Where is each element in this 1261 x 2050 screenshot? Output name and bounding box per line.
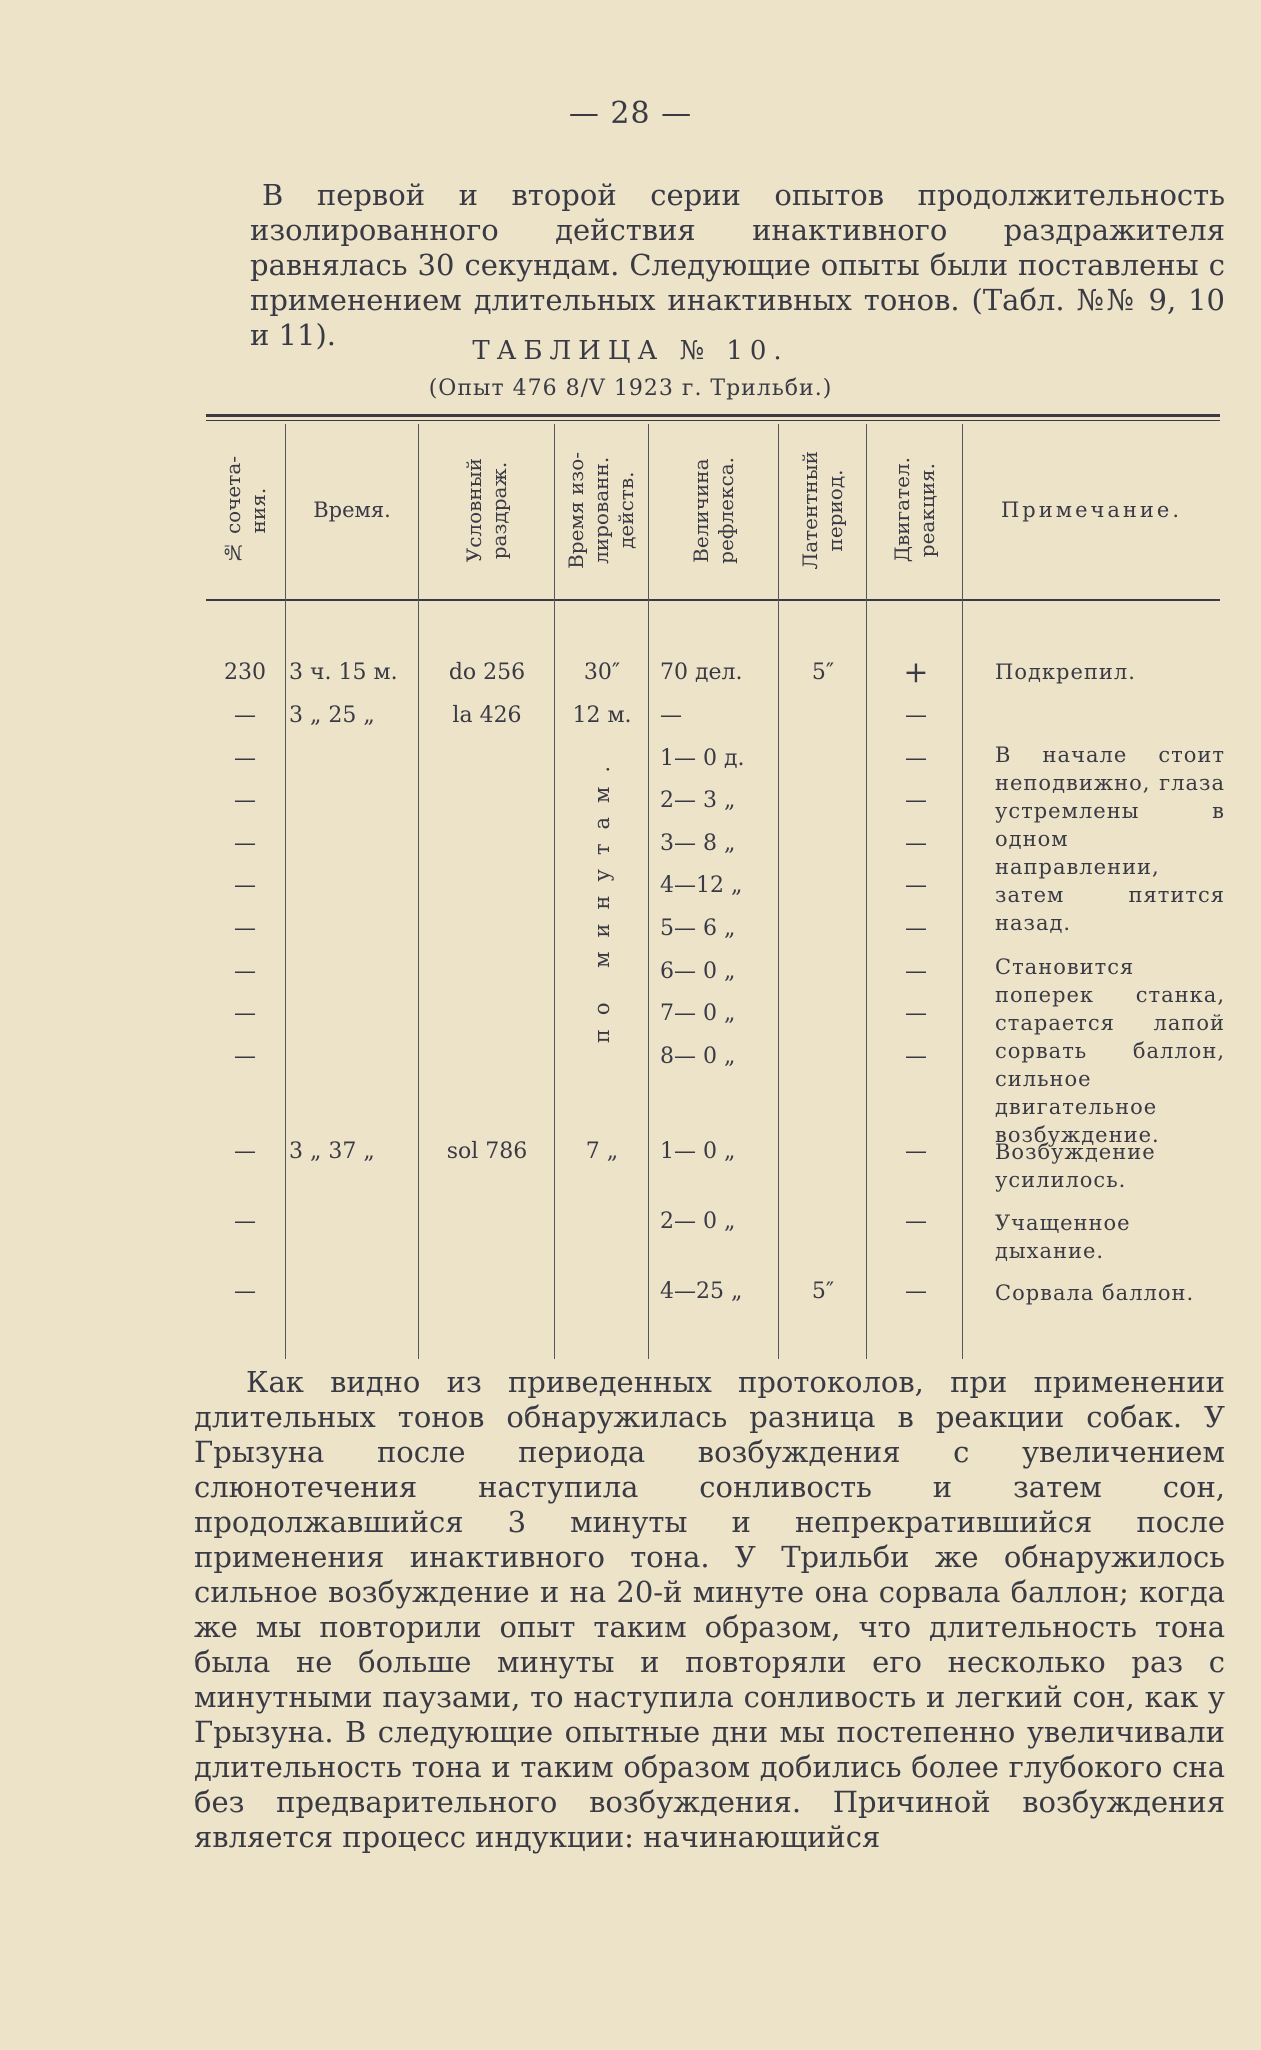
cell-motor: —	[905, 959, 927, 984]
cell-stimulus: la 426	[452, 703, 522, 728]
cell-num: —	[234, 1279, 256, 1304]
cell-num: —	[234, 1001, 256, 1026]
cell-num: —	[234, 831, 256, 856]
cell-motor: —	[905, 1139, 927, 1164]
cell-isolated: 7 „	[585, 1139, 619, 1164]
cell-magnitude: 70 дел.	[660, 660, 743, 685]
cell-stimulus: do 256	[448, 660, 526, 685]
cell-num: —	[234, 873, 256, 898]
cell-num: —	[234, 1044, 256, 1069]
cell-num: 230	[224, 660, 266, 685]
cell-motor: —	[905, 1279, 927, 1304]
cell-motor: —	[905, 746, 927, 771]
header-isolated-time: Время изо- лированн. действ.	[564, 451, 638, 569]
header-stimulus: Условный раздраж.	[461, 457, 511, 563]
cell-motor: —	[905, 703, 927, 728]
intro-paragraph: В первой и второй серии опытов продолжительность изолированного действия инактивного раздражителя равнялась 30 секундам. Следующие опыты были поставлены с применением длительных инактивных тонов. (Табл. №№ 9, 10 и 11).	[250, 178, 1225, 352]
cell-latent: 5″	[811, 660, 835, 685]
header-magnitude: Величина рефлекса.	[688, 456, 738, 564]
note-breathing: Учащенное дыхание.	[995, 1211, 1131, 1263]
cell-motor: —	[905, 1044, 927, 1069]
cell-magnitude: 2— 3 „	[660, 788, 736, 813]
table-title: ТАБЛИЦА № 10.	[472, 336, 789, 366]
cell-num: —	[234, 916, 256, 941]
header-time: Время.	[313, 498, 391, 522]
header-motor: Двигател. реакция.	[889, 457, 939, 563]
cell-motor: —	[905, 831, 927, 856]
cell-isolated: 12 м.	[572, 703, 632, 728]
cell-num: —	[234, 788, 256, 813]
header-num: № сочета- ния.	[220, 455, 270, 565]
note-stands-still: В начале стоит неподвижно, глаза устремлены в одном направлении, затем пятится назад.	[995, 743, 1225, 935]
conclusion-paragraph: Как видно из приведенных протоколов, при применении длительных тонов обнаружилась разница в реакции собак. У Грызуна после периода возбуждения с увеличением слюнотечения наступила сонливость и затем сон, продолжавшийся 3 минуты и непрекратившийся после применения инактивного тона. У Трильби же обнаружилось сильное возбуждение и на 20-й минуте она сорвала баллон; когда же мы повторили опыт таким образом, что длительность тона была не больше минуты и повторяли его несколько раз с минутными паузами, то наступила сонливость и легкий сон, как у Грызуна. В следующие опытные дни мы постепенно увеличивали длительность тона и таким образом добились более глубокого сна без предварительного возбуждения. Причиной возбуждения является процесс индукции: начинающийся	[194, 1365, 1225, 1854]
cell-magnitude: 4—25 „	[660, 1279, 743, 1304]
cell-motor: —	[905, 916, 927, 941]
cell-num: —	[234, 1139, 256, 1164]
cell-motor: +	[903, 655, 929, 690]
cell-magnitude: 1— 0 „	[660, 1139, 736, 1164]
cell-motor: —	[905, 1209, 927, 1234]
cell-stimulus: sol 786	[446, 1139, 528, 1164]
cell-magnitude: 2— 0 „	[660, 1209, 736, 1234]
table-subtitle: (Опыт 476 8/V 1923 г. Трильби.)	[428, 376, 833, 401]
cell-num: —	[234, 1209, 256, 1234]
cell-motor: —	[905, 1001, 927, 1026]
cell-magnitude: 5— 6 „	[660, 916, 736, 941]
note-turns-across: Становится поперек станка, старается лапой сорвать баллон, сильное двигательное возбуждение.	[995, 955, 1225, 1147]
cell-isolated: 30″	[583, 660, 621, 685]
cell-magnitude: 3— 8 „	[660, 831, 736, 856]
header-latent: Латентный период.	[797, 450, 847, 570]
cell-magnitude: —	[660, 703, 682, 728]
table-top-rule	[206, 414, 1220, 417]
cell-num: —	[234, 703, 256, 728]
cell-magnitude: 8— 0 „	[660, 1044, 736, 1069]
table-header-rule	[206, 599, 1220, 601]
cell-time: 3 „ 25 „	[289, 703, 375, 728]
note-reinforced: Подкрепил.	[995, 660, 1136, 684]
cell-magnitude: 1— 0 д.	[660, 746, 745, 771]
note-tore-balloon: Сорвала баллон.	[995, 1281, 1195, 1305]
header-notes: Примечание.	[1000, 498, 1182, 522]
note-excitation: Возбуждение усилилось.	[995, 1140, 1156, 1192]
cell-motor: —	[905, 873, 927, 898]
isolated-vertical-note: по минутам.	[590, 752, 614, 1044]
cell-num: —	[234, 959, 256, 984]
cell-num: —	[234, 746, 256, 771]
cell-magnitude: 7— 0 „	[660, 1001, 736, 1026]
cell-magnitude: 4—12 „	[660, 873, 743, 898]
cell-time: 3 ч. 15 м.	[289, 660, 398, 685]
table-top-rule-thin	[206, 420, 1220, 421]
cell-latent: 5″	[811, 1279, 835, 1304]
cell-motor: —	[905, 788, 927, 813]
cell-magnitude: 6— 0 „	[660, 959, 736, 984]
page-number: — 28 —	[568, 96, 693, 131]
cell-time: 3 „ 37 „	[289, 1139, 375, 1164]
